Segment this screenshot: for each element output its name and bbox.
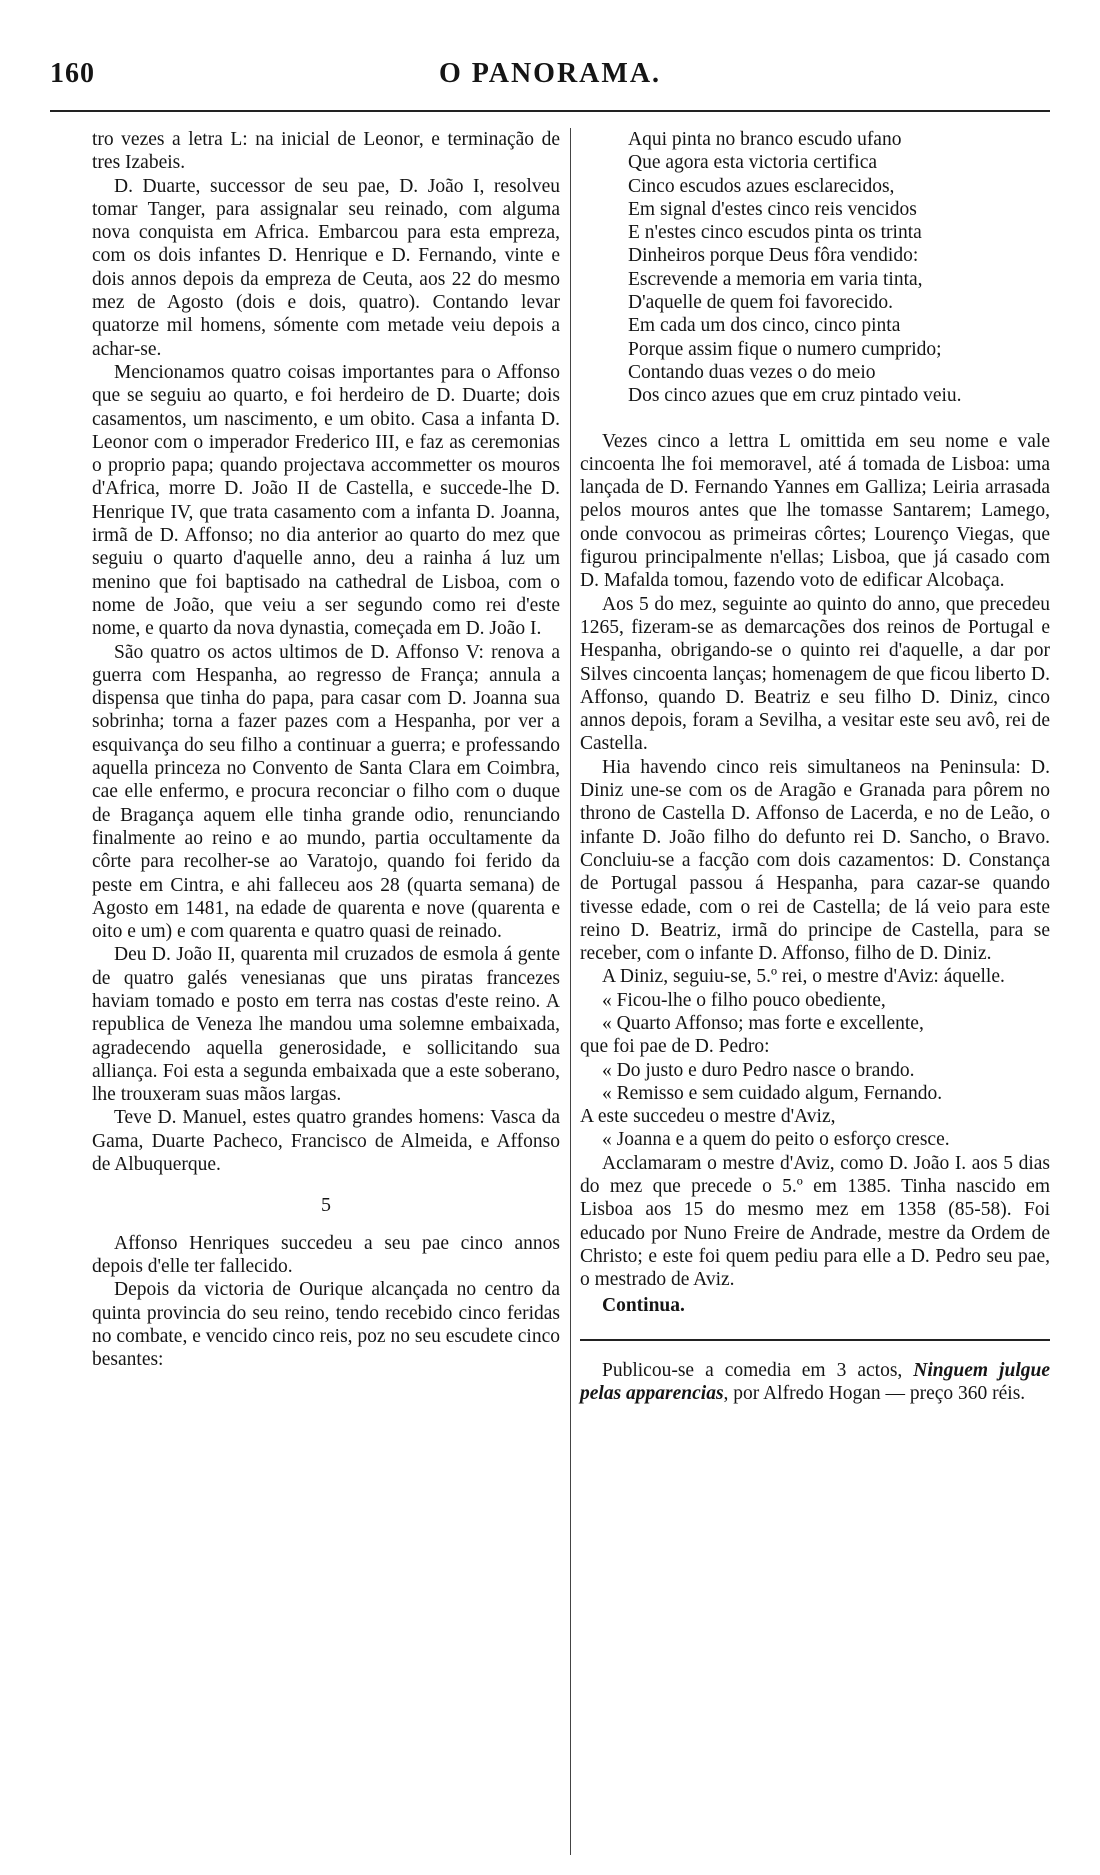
verse-line: Contando duas vezes o do meio — [628, 361, 876, 383]
verse-line: Em cada um dos cinco, cinco pinta — [628, 315, 901, 337]
journal-title: O PANORAMA. — [438, 58, 662, 89]
verse-quote: « Quarto Affonso; mas forte e excellente, — [602, 1012, 924, 1034]
verse-quote: « Do justo e duro Pedro nasce o brando. — [602, 1059, 915, 1081]
verse-line: Porque assim fique o numero cumprido; — [628, 338, 942, 360]
continua-label: Continua. — [602, 1294, 685, 1316]
right-column — [580, 128, 1050, 1405]
column-divider — [570, 128, 571, 1855]
paragraph: Deu D. João II, quarenta mil cruzados de esmola á gente de quatro galés venesianas que uns piratas francezes haviam tomado e posto em terra nas costas d'este reino. A republica de Veneza lhe mandou uma solemne embaixada, agradecendo aquella generosidade, e sollicitando sua alliança. Foi esta a segunda embaixada que a este soberano, lhe trouxeram suas mãos largas. — [92, 944, 560, 1106]
paragraph: Mencionamos quatro coisas importantes para o Affonso que se seguiu ao quarto, e foi herdeiro de D. Duarte; dois casamentos, um nascimento, e um obito. Casa a infanta D. Leonor com o imperador Frederico III, e faz as ceremonias o proprio papa; quando projectava accommetter os mouros d'Africa, morre D. João II de Castella, e succede-lhe D. Henrique IV, que trata casamento com a infanta D. Joanna, irmã de D. Affonso; no dia anterior ao quarto do mez que seguiu o quarto d'aquelle anno, deu a rainha á luz um menino que foi baptisado na cathedral de Lisboa, com o nome de João, que veiu a ser segundo como rei d'este nome, e quarto da nova dynastia, começada em D. João I. — [92, 361, 560, 640]
paragraph: Aos 5 do mez, seguinte ao quinto do anno, que precedeu 1265, fizeram-se as demarcações dos reinos de Portugal e Hespanha, obrigando-se o quinto rei d'aquelle, a dar por Silves cincoenta lanças; homenagem de que ficou liberto D. Affonso, quando D. Beatriz e seu filho D. Diniz, cinco annos depois, foram a Sevilha, a vesitar este seu avô, rei de Castella. — [580, 593, 1050, 755]
paragraph: Acclamaram o mestre d'Aviz, como D. João I. aos 5 dias do mez que precede o 5.º em 1385. Tinha nascido em Lisboa aos 15 do mesmo mez em 1358 (85-58). Foi educado por Nuno Freire de Andrade, mestre da Ordem de Christo; e este foi quem pediu para elle a D. Pedro seu pae, o mestrado de Aviz. — [580, 1152, 1050, 1291]
paragraph: Depois da victoria de Ourique alcançada no centro da quinta provincia do seu reino, tendo recebido cinco feridas no combate, e vencido cinco reis, poz no seu escudete cinco besantes: — [92, 1279, 560, 1371]
announcement-rule — [580, 1339, 1050, 1341]
left-column — [92, 128, 560, 1371]
verse-line: Dos cinco azues que em cruz pintado veiu. — [628, 385, 962, 407]
paragraph: Affonso Henriques succedeu a seu pae cinco annos depois d'elle ter fallecido. — [92, 1232, 560, 1277]
paragraph: São quatro os actos ultimos de D. Affonso V: renova a guerra com Hespanha, ao regresso de França; annula a dispensa que tinha do papa, para casar com D. Joanna sua sobrinha; torna a fazer pazes com a Hespanha, por ver a esquivança do seu filho a continuar a guerra; e professando aquella princeza no Convento de Santa Clara em Coimbra, cae elle enfermo, e procura reconciar o filho com o duque de Bragança aquem elle tinha grande odio, renunciando finalmente ao reino e ao mundo, partia occultamente da côrte para recolher-se ao Varatojo, quando foi ferido da peste em Cintra, e ahi falleceu aos 28 (quarta semana) de Agosto em 1481, na edade de quarenta e nove (quarenta e oito e um) e com quarenta e quatro quasi de reinado. — [92, 641, 560, 943]
verse-line: Em signal d'estes cinco reis vencidos — [628, 198, 917, 220]
announcement-title: Ninguem julgue pelas apparencias — [580, 1359, 1050, 1405]
verse-quote: « Ficou-lhe o filho pouco obediente, — [602, 989, 886, 1011]
verse-stanza — [628, 128, 1050, 408]
paragraph: Vezes cinco a lettra L omittida em seu nome e vale cincoenta lhe foi memoravel, até á tomada de Lisboa: uma lançada de D. Fernando Yannes em Galliza; Leiria arrasada pelos mouros antes que lhe tomasse Santarem; Lamego, onde convocou as primeiras côrtes; Lourenço Viegas, que figurou principalmente n'ellas; Lisboa, que já casado com D. Mafalda tomou, fazendo voto de edificar Alcobaça. — [580, 430, 1050, 592]
bridge-line: que foi pae de D. Pedro: — [580, 1036, 770, 1058]
section-number: 5 — [321, 1194, 331, 1217]
verse-line: Dinheiros porque Deus fôra vendido: — [628, 245, 919, 267]
paragraph: A Diniz, seguiu-se, 5.º rei, o mestre d'Aviz: áquelle. — [602, 966, 1005, 988]
paragraph: D. Duarte, successor de seu pae, D. João I, resolveu tomar Tanger, para assignalar seu reinado, com alguma nova conquista em Africa. Embarcou para esta empreza, com os dois infantes D. Henrique e D. Fernando, vinte e dois annos depois da empreza de Ceuta, aos 22 do mesmo mez de Agosto (dois e dois, quatro). Contando levar quatorze mil homens, sómente com metade veiu depois a achar-se. — [92, 175, 560, 360]
verse-line: D'aquelle de quem foi favorecido. — [628, 292, 894, 314]
verse-line: Escrevende a memoria em varia tinta, — [628, 268, 923, 290]
verse-line: E n'estes cinco escudos pinta os trinta — [628, 222, 922, 244]
announcement — [580, 1359, 1050, 1406]
verse-quote: « Remisso e sem cuidado algum, Fernando. — [602, 1082, 943, 1104]
page-number: 160 — [50, 58, 95, 89]
verse-line: Que agora esta victoria certifica — [628, 152, 878, 174]
verse-quote: « Joanna e a quem do peito o esforço cresce. — [602, 1129, 950, 1151]
page-header — [50, 58, 1050, 98]
verse-line: Cinco escudos azues esclarecidos, — [628, 175, 895, 197]
announcement-suffix: , por Alfredo Hogan — preço 360 réis. — [723, 1383, 1026, 1405]
verse-line: Aqui pinta no branco escudo ufano — [628, 129, 902, 150]
paragraph: tro vezes a letra L: na inicial de Leonor, e terminação de tres Izabeis. — [92, 129, 560, 174]
header-rule — [50, 110, 1050, 112]
paragraph: Hia havendo cinco reis simultaneos na Peninsula: D. Diniz une-se com os de Aragão e Granada para pôrem no throno de Castella D. Affonso de Lacerda, e no de Leão, o infante D. João filho do defunto rei D. Sancho, o Bravo. Concluiu-se a facção com dois cazamentos: D. Constança de Portugal passou á Hespanha, para cazar-se quando tivesse edade, com o rei de Castella; de lá veio para este reino D. Beatriz, irmã do principe de Castella, para se receber, com o infante D. Affonso, filho de D. Diniz. — [580, 756, 1050, 965]
announcement-prefix: Publicou-se a comedia em 3 actos, — [602, 1359, 914, 1381]
bridge-line: A este succedeu o mestre d'Aviz, — [580, 1106, 836, 1128]
paragraph: Teve D. Manuel, estes quatro grandes homens: Vasca da Gama, Duarte Pacheco, Francisco de Almeida, e Affonso de Albuquerque. — [92, 1107, 560, 1176]
